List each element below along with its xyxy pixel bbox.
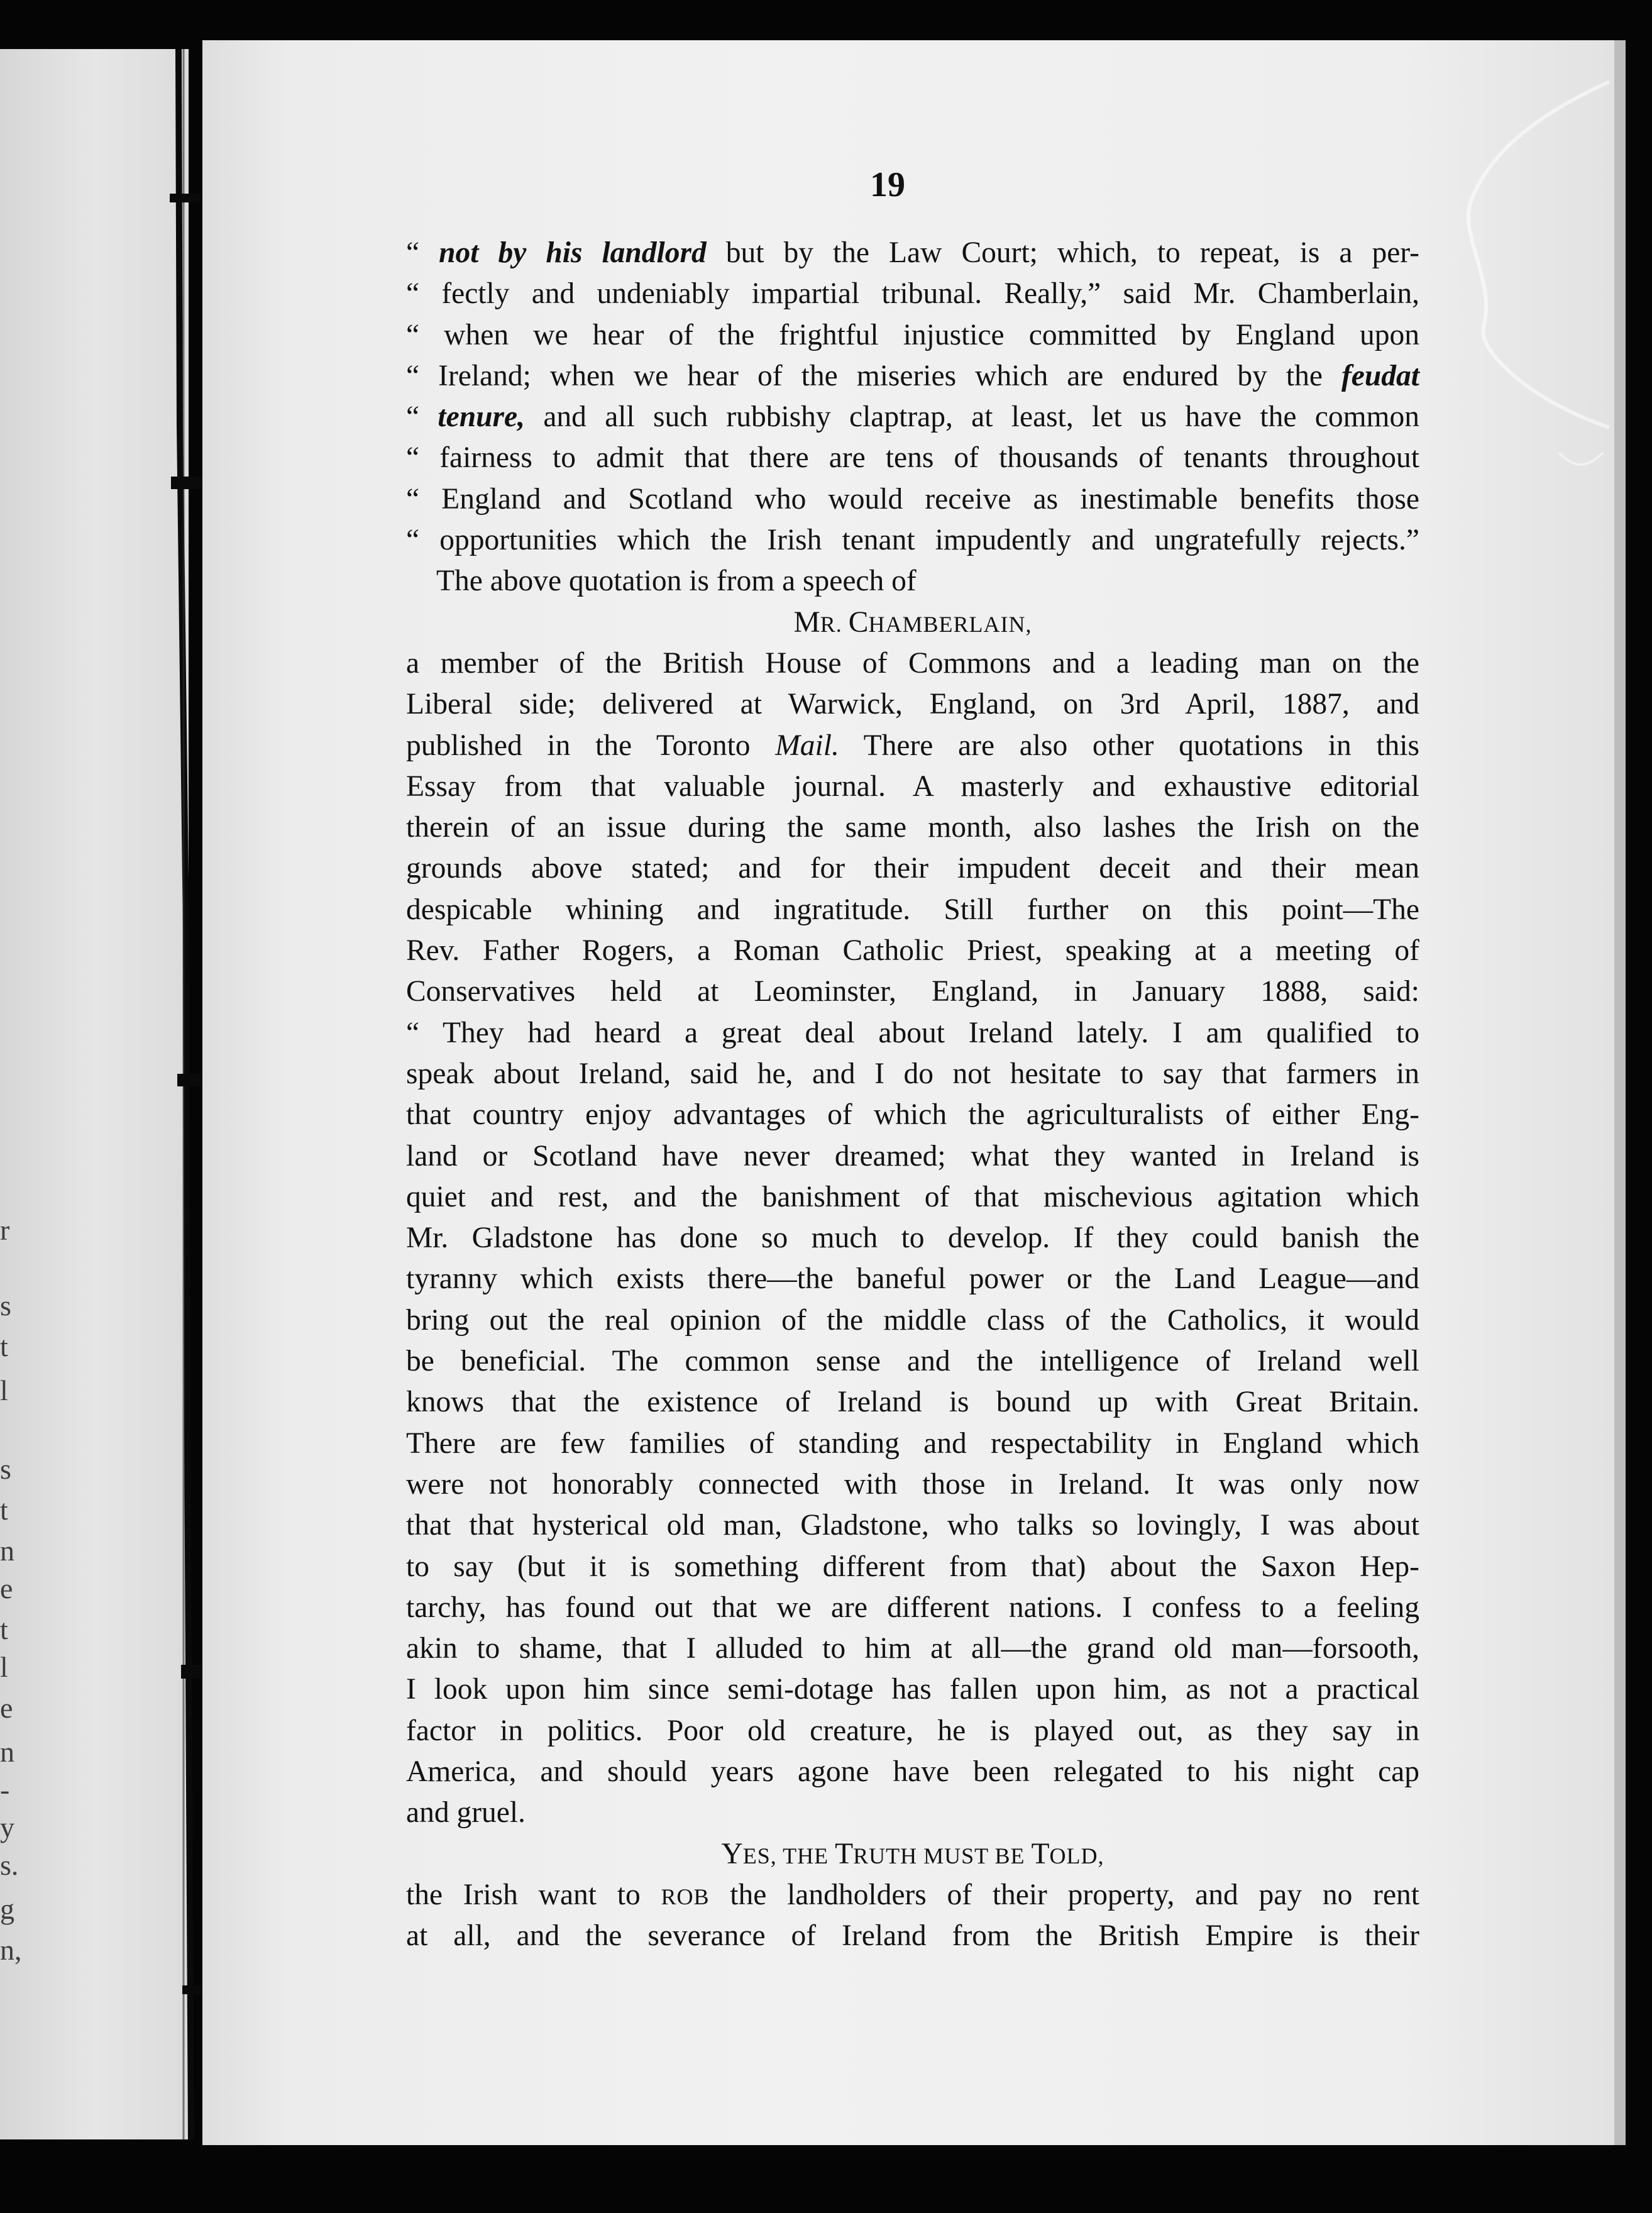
text-line	[406, 1136, 1419, 1177]
text-line	[406, 684, 1419, 725]
text-segment: HAMBERLAIN,	[868, 611, 1032, 637]
text-segment: “ England and Scotland who would receive as inestimable benefits those	[406, 482, 1419, 516]
text-line	[406, 1423, 1419, 1464]
text-segment: were not honorably connected with those in Ireland. It was only now	[406, 1467, 1419, 1501]
scan-glare	[1446, 75, 1622, 478]
text-line	[406, 1218, 1419, 1259]
text-segment: T	[835, 1837, 854, 1870]
text-line	[406, 1916, 1419, 1956]
text-line	[406, 890, 1419, 930]
text-segment: There are also other quotations in this	[839, 729, 1419, 762]
text-segment: Mail.	[775, 729, 839, 762]
text-line	[406, 1177, 1419, 1218]
text-line	[406, 479, 1419, 520]
text-segment: quiet and rest, and the banishment of that mischevious agitation which	[406, 1180, 1419, 1213]
bleed-letter: r	[0, 1214, 10, 1246]
page-number: 19	[870, 165, 905, 204]
text-line	[406, 1669, 1419, 1710]
bleed-letter: y	[0, 1811, 14, 1843]
bleed-letter: e	[0, 1572, 13, 1604]
text-segment: the Irish want to	[406, 1878, 661, 1911]
text-segment: at all, and the severance of Ireland from the British Empire is their	[406, 1919, 1419, 1953]
text-segment: and gruel.	[406, 1796, 526, 1829]
text-segment: but by the Law Court; which, to repeat, is a per-	[706, 236, 1419, 269]
text-line	[406, 1464, 1419, 1505]
text-line	[406, 438, 1419, 478]
text-line	[406, 1711, 1419, 1752]
text-line	[406, 1300, 1419, 1341]
paragraph-line	[406, 561, 1419, 602]
text-segment: Mr. Gladstone has done so much to develop. If they could banish the	[406, 1222, 1419, 1255]
text-segment: that that hysterical old man, Gladstone, who talks so lovingly, I was about	[406, 1509, 1419, 1542]
text-segment: published in the Toronto	[406, 729, 776, 762]
text-line	[406, 971, 1419, 1012]
text-segment: Conservatives held at Leominster, England, in January 1888, said:	[406, 975, 1419, 1008]
facing-page-gutter	[0, 49, 189, 2139]
bleed-letter: g	[0, 1893, 14, 1925]
text-segment: despicable whining and ingratitude. Still further on this point—The	[406, 893, 1419, 926]
text-line	[406, 1628, 1419, 1669]
text-segment: akin to shame, that I alluded to him at all—the grand old man—forsooth,	[406, 1632, 1419, 1665]
text-segment: a member of the British House of Commons and a leading man on the	[406, 646, 1419, 680]
text-segment: land or Scotland have never dreamed; what they wanted in Ireland is	[406, 1139, 1419, 1173]
text-line	[406, 1587, 1419, 1628]
text-segment: tarchy, has found out that we are different nations. I confess to a feeling	[406, 1591, 1419, 1624]
text-segment: The above quotation is from a speech of	[436, 565, 917, 598]
text-segment: that country enjoy advantages of which the agriculturalists of either Eng-	[406, 1098, 1419, 1132]
text-segment: “ fairness to admit that there are tens of thousands of tenants throughout	[406, 441, 1419, 475]
text-line	[406, 520, 1419, 561]
text-segment: Rev. Father Rogers, a Roman Catholic Priest, speaking at a meeting of	[406, 934, 1419, 968]
paragraph-line	[406, 1792, 1419, 1833]
text-segment: to say (but it is something different from that) about the Saxon Hep-	[406, 1550, 1419, 1583]
text-line	[406, 233, 1419, 273]
text-line	[406, 397, 1419, 438]
text-line	[406, 315, 1419, 356]
text-segment: be beneficial. The common sense and the intelligence of Ireland well	[406, 1345, 1419, 1378]
text-segment: not by his landlord	[439, 236, 707, 269]
body-text	[406, 233, 1419, 1956]
text-line	[406, 1259, 1419, 1300]
text-segment: the landholders of their property, and pay no rent	[709, 1878, 1419, 1911]
text-line	[406, 273, 1419, 314]
text-line	[406, 1875, 1419, 1916]
text-line	[406, 643, 1419, 684]
text-line	[406, 1382, 1419, 1423]
bleed-letter: n	[0, 1736, 14, 1768]
text-segment: “ opportunities which the Irish tenant impudently and ungratefully rejects.”	[406, 524, 1419, 557]
text-segment: “ fectly and undeniably impartial tribunal. Really,” said Mr. Chamberlain,	[406, 277, 1419, 311]
text-segment: grounds above stated; and for their impudent deceit and their mean	[406, 852, 1419, 885]
text-line	[406, 766, 1419, 807]
bleed-letter: s	[0, 1289, 11, 1322]
text-segment: RUTH MUST BE	[853, 1843, 1032, 1868]
bleed-letter: l	[0, 1374, 8, 1406]
text-segment: tenure,	[438, 400, 525, 434]
text-segment: OLD,	[1049, 1843, 1104, 1868]
text-segment: “ Ireland; when we hear of the miseries which are endured by the	[406, 359, 1341, 392]
text-segment: C	[848, 605, 869, 639]
text-segment: speak about Ireland, said he, and I do not hesitate to say that farmers in	[406, 1057, 1419, 1090]
text-segment: Y	[721, 1837, 743, 1870]
bleed-letter: t	[0, 1330, 8, 1362]
text-segment: factor in politics. Poor old creature, he is played out, as they say in	[406, 1714, 1419, 1747]
text-segment: America, and should years agone have been relegated to his night cap	[406, 1755, 1419, 1788]
bleed-letter: t	[0, 1494, 8, 1526]
text-segment: R.	[820, 611, 849, 637]
text-segment: ROB	[661, 1884, 710, 1909]
text-segment: “ They had heard a great deal about Ireland lately. I am qualified to	[406, 1016, 1419, 1049]
text-segment: I look upon him since semi-dotage has fallen upon him, as not a practical	[406, 1673, 1419, 1706]
text-segment: T	[1031, 1837, 1050, 1870]
bleed-letter: -	[0, 1774, 10, 1806]
text-segment: “ when we hear of the frightful injustice committed by England upon	[406, 318, 1419, 351]
text-line	[406, 1752, 1419, 1792]
bleed-letter: s	[0, 1453, 11, 1485]
bleed-letter: e	[0, 1692, 13, 1724]
bleed-letter: l	[0, 1651, 8, 1683]
bleed-letter: n	[0, 1535, 14, 1567]
text-segment: There are few families of standing and respectability in England which	[406, 1427, 1419, 1460]
text-segment: “	[406, 236, 439, 269]
section-heading	[406, 1834, 1419, 1875]
text-segment: M	[793, 605, 820, 639]
text-line	[406, 930, 1419, 971]
text-line	[406, 1095, 1419, 1135]
text-line	[406, 1547, 1419, 1587]
text-segment: bring out the real opinion of the middle class of the Catholics, it would	[406, 1303, 1419, 1337]
text-segment: and all such rubbishy claptrap, at least, let us have the common	[524, 400, 1419, 434]
text-line	[406, 1054, 1419, 1095]
text-segment: Essay from that valuable journal. A masterly and exhaustive editorial	[406, 770, 1419, 803]
text-segment: feudat	[1341, 359, 1419, 392]
text-line	[406, 1341, 1419, 1382]
text-line	[406, 1013, 1419, 1054]
bleed-letter: s.	[0, 1849, 19, 1881]
section-heading	[406, 602, 1419, 643]
text-segment: tyranny which exists there—the baneful power or the Land League—and	[406, 1262, 1419, 1296]
bleed-letter: n,	[0, 1934, 22, 1966]
text-line	[406, 807, 1419, 848]
text-segment: therein of an issue during the same month, also lashes the Irish on the	[406, 811, 1419, 844]
text-line	[406, 356, 1419, 397]
text-line	[406, 726, 1419, 766]
text-segment: Liberal side; delivered at Warwick, England, on 3rd April, 1887, and	[406, 688, 1419, 721]
text-segment: knows that the existence of Ireland is bound up with Great Britain.	[406, 1386, 1419, 1419]
text-segment: ES, THE	[742, 1843, 835, 1868]
text-segment: “	[406, 400, 438, 434]
text-line	[406, 848, 1419, 889]
bleed-letter: t	[0, 1613, 8, 1645]
text-line	[406, 1505, 1419, 1546]
